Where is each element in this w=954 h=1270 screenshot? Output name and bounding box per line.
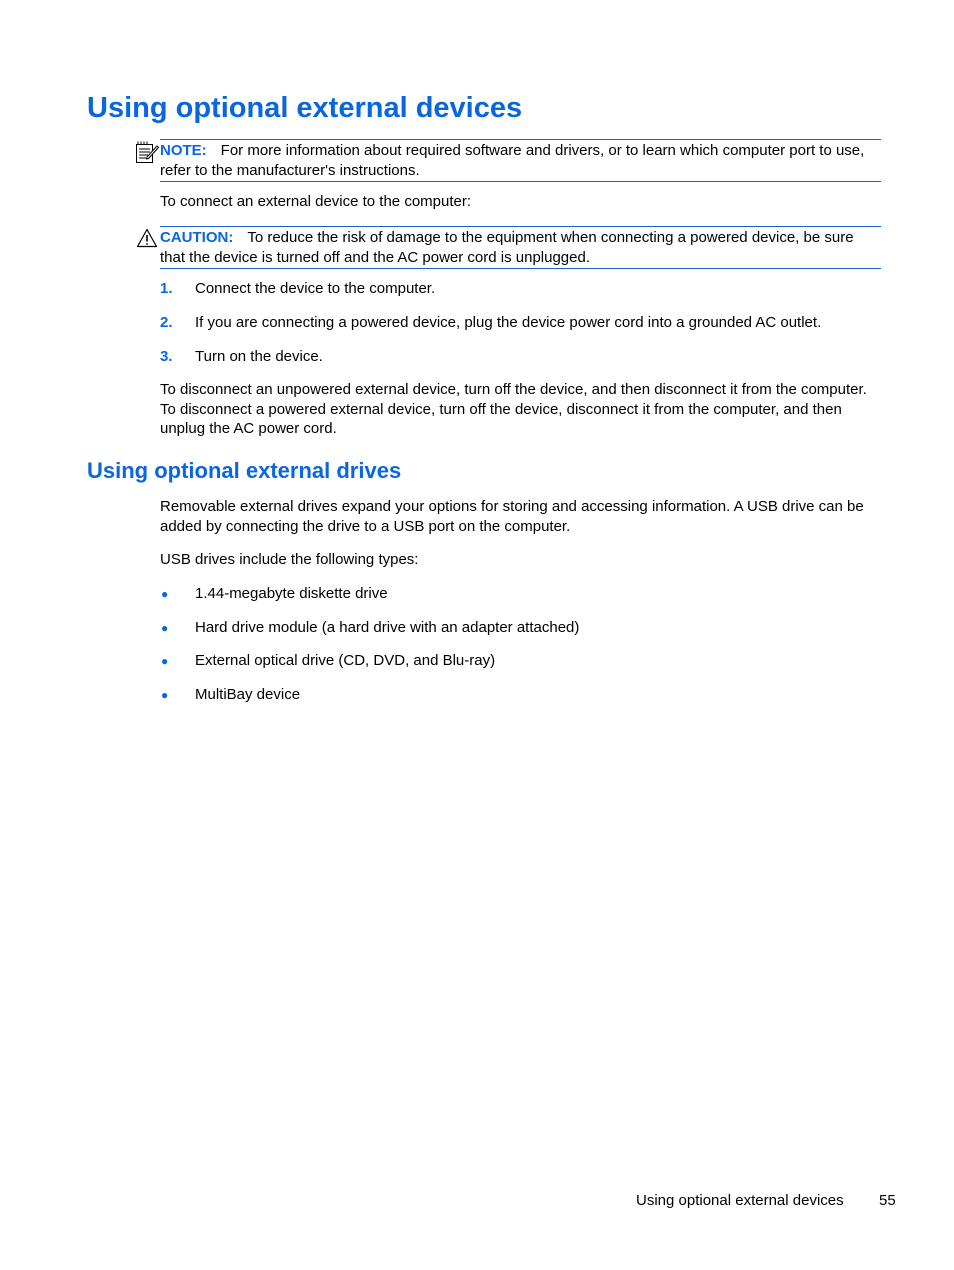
bullet-icon: ● (161, 688, 169, 702)
step-text: Turn on the device. (195, 348, 323, 365)
bullet-text: Hard drive module (a hard drive with an adapter attached) (195, 619, 580, 636)
page-number: 55 (879, 1192, 896, 1209)
bullet-icon: ● (161, 587, 169, 601)
intro-text: To connect an external device to the computer: (160, 193, 472, 210)
list-item (160, 313, 882, 333)
drives-paragraph: Removable external drives expand your options for storing and accessing information. A USB drive can be added by connecting the drive to a USB port on the computer. (160, 498, 864, 535)
caution-label: CAUTION: (160, 229, 234, 246)
bullet-text: 1.44-megabyte diskette drive (195, 585, 388, 602)
section-heading: Using optional external drives (87, 458, 402, 483)
bullet-icon: ● (161, 621, 169, 635)
bullet-icon: ● (161, 654, 169, 668)
step-text: Connect the device to the computer. (195, 280, 436, 297)
list-item (160, 347, 882, 367)
list-item (160, 651, 882, 671)
page-title: Using optional external devices (87, 92, 523, 124)
list-item (160, 685, 882, 705)
footer-section-title: Using optional external devices (636, 1192, 844, 1209)
list-item (160, 618, 882, 638)
note-box (160, 139, 881, 182)
note-icon (135, 140, 159, 164)
note-label: NOTE: (160, 142, 207, 159)
note-text: For more information about required software and drivers, or to learn which computer port to use, refer to the manufacturer's instructions. (160, 142, 865, 179)
caution-text: To reduce the risk of damage to the equipment when connecting a powered device, be sure that the device is turned off and the AC power cord is unplugged. (160, 229, 854, 266)
bullet-text: External optical drive (CD, DVD, and Blu-ray) (195, 652, 496, 669)
drives-types-intro: USB drives include the following types: (160, 551, 419, 568)
bullet-text: MultiBay device (195, 686, 301, 703)
step-text: If you are connecting a powered device, plug the device power cord into a grounded AC outlet. (195, 314, 822, 331)
caution-box (160, 226, 881, 269)
step-number: 1. (160, 280, 173, 297)
disconnect-paragraph: To disconnect an unpowered external device, turn off the device, and then disconnect it from the computer. To disconnect a powered external device, turn off the device, disconnect it from the computer, and then unplug the AC power cord. (160, 381, 867, 437)
warning-icon (136, 228, 158, 248)
step-number: 2. (160, 314, 173, 331)
step-number: 3. (160, 348, 173, 365)
list-item (160, 279, 882, 299)
list-item (160, 584, 882, 604)
